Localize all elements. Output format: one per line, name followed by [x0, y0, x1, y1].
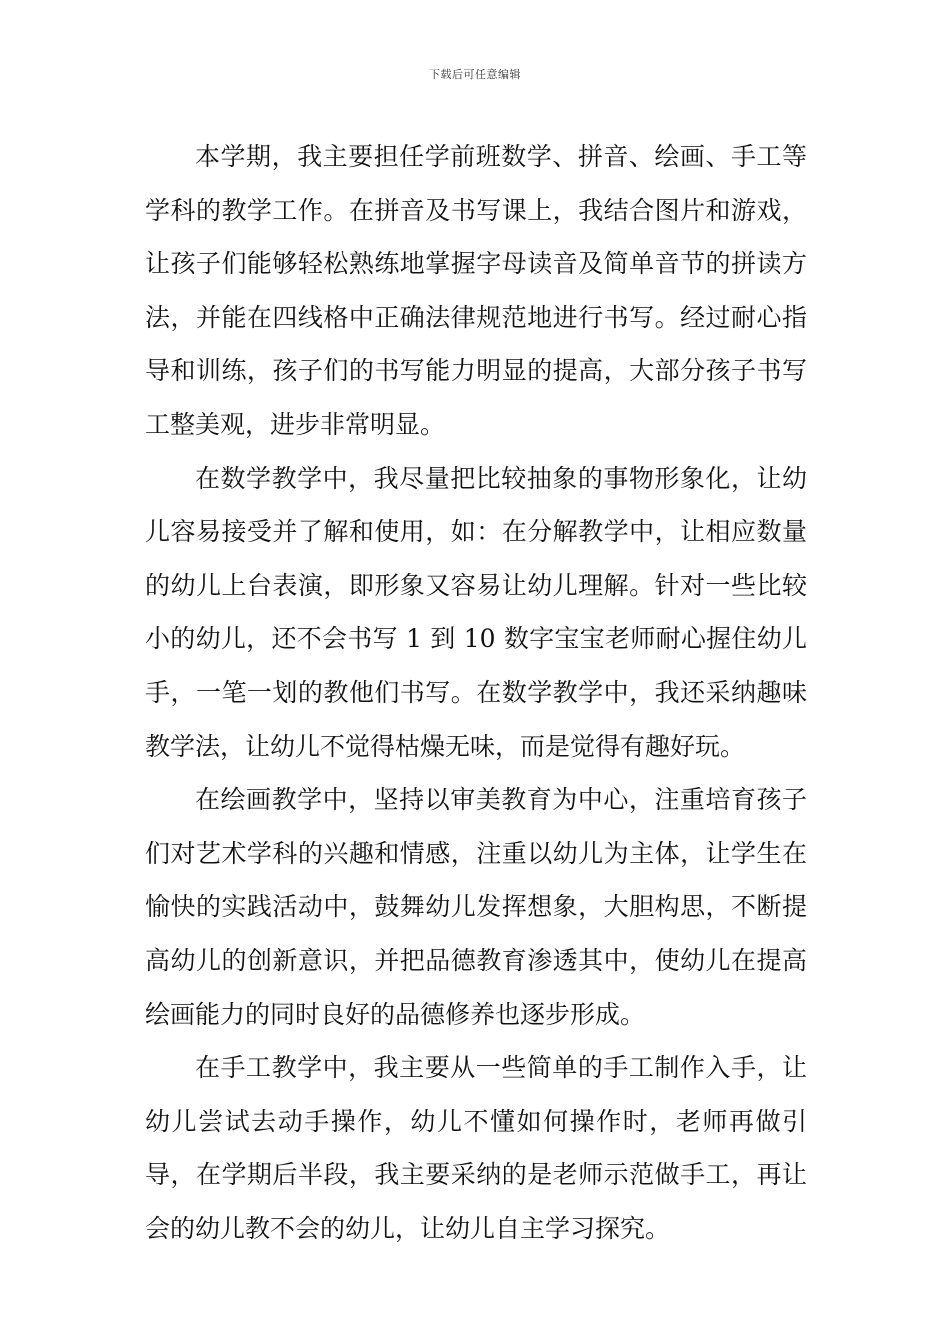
document-body: [145, 130, 807, 1255]
paragraph-pinyin-writing: 本学期，我主要担任学前班数学、拼音、绘画、手工等学科的教学工作。在拼音及书写课上，我结合图片和游戏，让孩子们能够轻松熟练地掌握字母读音及简单音节的拼读方法，并能在四线格中正确法律规范地进行书写。经过耐心指导和训练，孩子们的书写能力明显的提高，大部分孩子书写工整美观，进步非常明显。: [145, 142, 807, 439]
paragraph-handcraft: 在手工教学中，我主要从一些简单的手工制作入手，让幼儿尝试去动手操作，幼儿不懂如何操作时，老师再做引导，在学期后半段，我主要采纳的是老师示范做手工，再让会的幼儿教不会的幼儿，让幼儿自主学习探究。: [145, 1053, 807, 1243]
paragraph-painting: 在绘画教学中，坚持以审美教育为中心，注重培育孩子们对艺术学科的兴趣和情感，注重以幼儿为主体，让学生在愉快的实践活动中，鼓舞幼儿发挥想象，大胆构思，不断提高幼儿的创新意识，并把品德教育渗透其中，使幼儿在提高绘画能力的同时良好的品德修养也逐步形成。: [145, 785, 807, 1029]
page-header: 下载后可任意编辑: [429, 68, 521, 81]
paragraph-math: 在数学教学中，我尽量把比较抽象的事物形象化，让幼儿容易接受并了解和使用，如：在分解教学中，让相应数量的幼儿上台表演，即形象又容易让幼儿理解。针对一些比较小的幼儿，还不会书写 1 到 10 数字宝宝老师耐心握住幼儿手，一笔一划的教他们书写。在数学教学中，我还采纳趣味教学法，让幼儿不觉得枯燥无味，而是觉得有趣好玩。: [145, 463, 807, 761]
